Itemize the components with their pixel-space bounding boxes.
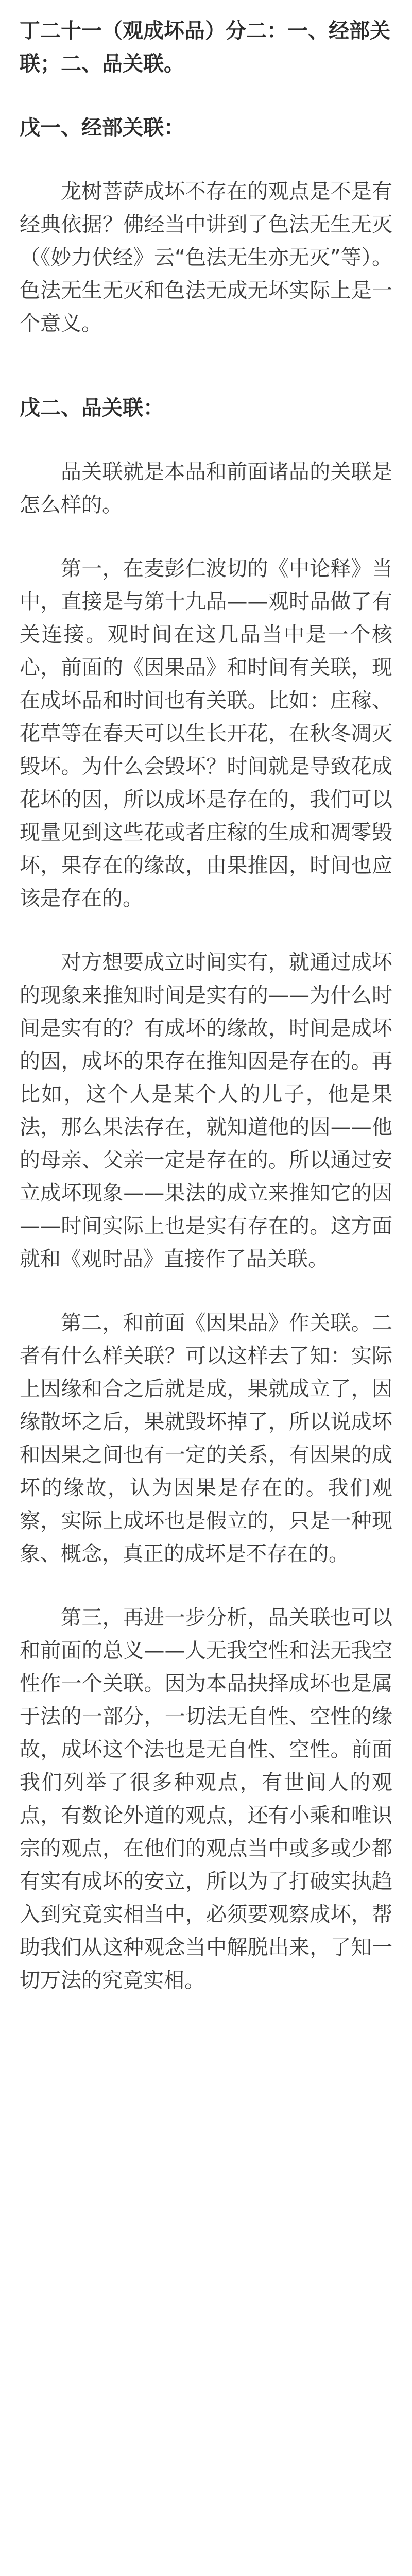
chapter-heading: 丁二十一（观成坏品）分二：一、经部关联；二、品关联。 (20, 19, 390, 76)
paragraph: 龙树菩萨成坏不存在的观点是不是有经典依据？佛经当中讲到了色法无生无灭（《妙力伏经》云“色法无生亦无灭”等）。色法无生无灭和色法无成无坏实际上是一个意义。 (20, 180, 392, 335)
section-title-pin: 戊二、品关联： (20, 396, 164, 420)
paragraph: 第三，再进一步分析，品关联也可以和前面的总义——人无我空性和法无我空性作一个关联。因为本品抉择成坏也是属于法的一部分，一切法无自性、空性的缘故，成坏这个法也是无自性、空性。前面我们列举了很多种观点，有世间人的观点，有数论外道的观点，还有小乘和唯识宗的观点，在他们的观点当中或多或少都有实有成坏的安立，所以为了打破实执趋入到究竟实相当中，必须要观察成坏，帮助我们从这种观念当中解脱出来，了知一切万法的究竟实相。 (20, 1606, 392, 1992)
paragraph: 第二，和前面《因果品》作关联。二者有什么样关联？可以这样去了知：实际上因缘和合之后就是成，果就成立了，因缘散坏之后，果就毁坏掉了，所以说成坏和因果之间也有一定的关系，有因果的成坏的缘故，认为因果是存在的。我们观察，实际上成坏也是假立的，只是一种现象、概念，真正的成坏是不存在的。 (20, 1311, 392, 1566)
paragraph: 品关联就是本品和前面诸品的关联是怎么样的。 (20, 460, 392, 517)
paragraph: 对方想要成立时间实有，就通过成坏的现象来推知时间是实有的——为什么时间是实有的？有成坏的缘故，时间是成坏的因，成坏的果存在推知因是存在的。再比如，这个人是某个人的儿子，他是果法，那么果法存在，就知道他的因——他的母亲、父亲一定是存在的。所以通过安立成坏现象——果法的成立来推知它的因——时间实际上也是实有存在的。这方面就和《观时品》直接作了品关联。 (20, 951, 392, 1271)
section-title-jingbu: 戊一、经部关联： (20, 116, 184, 140)
paragraph: 第一，在麦彭仁波切的《中论释》当中，直接是与第十九品——观时品做了有关连接。观时间在这几品当中是一个核心，前面的《因果品》和时间有关联，现在成坏品和时间也有关联。比如：庄稼、花草等在春天可以生长开花，在秋冬凋灭毁坏。为什么会毁坏？时间就是导致花成花坏的因，所以成坏是存在的，我们可以现量见到这些花或者庄稼的生成和凋零毁坏，果存在的缘故，由果推因，时间也应该是存在的。 (20, 557, 392, 910)
